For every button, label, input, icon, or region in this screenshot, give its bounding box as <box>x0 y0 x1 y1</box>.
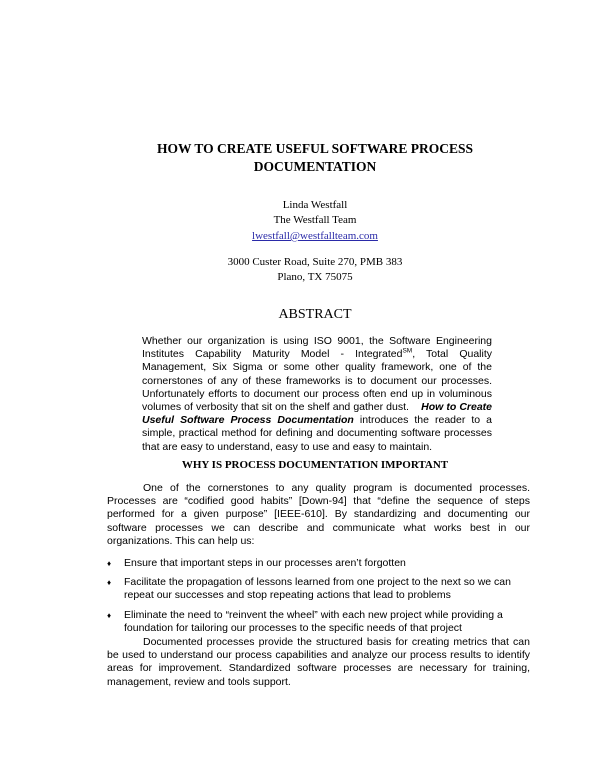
paper-title <box>100 140 530 176</box>
section-heading: WHY IS PROCESS DOCUMENTATION IMPORTANT <box>181 459 449 471</box>
section-paragraph-2: Documented processes provide the structured basis for creating metrics that can be used to understand our process capabilities and analyze our process results to identify areas for improvement. Standardized software processes are necessary for training, management, review and tools support. <box>107 636 530 688</box>
author-block <box>100 198 530 227</box>
address-line-2: Plano, TX 75075 <box>277 270 353 283</box>
paper-title-line-1: HOW TO CREATE USEFUL SOFTWARE PROCESS <box>157 141 473 156</box>
list-item-text: Facilitate the propagation of lessons learned from one project to the next so we can repeat our successes and stop repeating actions that lead to problems <box>124 576 511 602</box>
author-email-link[interactable]: lwestfall@westfallteam.com <box>252 230 378 242</box>
section-paragraph-1: One of the cornerstones to any quality program is documented processes. Processes are “codified good habits” [Down-94] that “define the sequence of steps performed for a given purpose” [IEEE-610]. By standardizing and documenting our software processes we can describe and communicate what works best in our organizations. This can help us: <box>107 482 530 547</box>
author-organization: The Westfall Team <box>273 213 357 226</box>
address-line-1: 3000 Custer Road, Suite 270, PMB 383 <box>227 256 403 268</box>
abstract-text-part-1: Whether our organization is using ISO 9001, the Software Engineering Institutes Capability Maturity Model - Integrated <box>142 335 492 361</box>
list-item <box>107 576 530 602</box>
diamond-bullet-icon: ♦ <box>107 578 112 588</box>
list-item <box>107 557 530 570</box>
diamond-bullet-icon: ♦ <box>107 610 112 620</box>
service-mark-superscript: SM <box>402 347 413 355</box>
list-item-text: Ensure that important steps in our processes aren’t forgotten <box>124 557 406 569</box>
address-block <box>100 255 530 284</box>
abstract-text-part-2: , Total Quality Management, Six Sigma or some other quality framework, one of the cornerstones of any of these frameworks is to document our processes. Unfortunately efforts to document our process often end up in voluminous volumes of verbosity that sit on the shelf and gather dust. <box>142 348 493 414</box>
paper-title-line-2: DOCUMENTATION <box>253 159 377 174</box>
bullet-list <box>107 557 530 641</box>
author-name: Linda Westfall <box>282 199 348 211</box>
abstract-text <box>142 335 492 454</box>
abstract-heading: ABSTRACT <box>278 307 352 322</box>
diamond-bullet-icon: ♦ <box>107 559 112 568</box>
abstract-text-part-3: introduces the reader to a simple, practical method for defining and documenting software processes that are easy to understand, easy to use and easy to maintain. <box>142 414 493 453</box>
abstract-emphasis: How to Create Useful Software Process Documentation <box>142 401 493 427</box>
list-item-text: Eliminate the need to “reinvent the wheel” with each new project while providing a foundation for tailoring our processes to the specific needs of that project <box>124 608 503 634</box>
list-item <box>107 609 530 635</box>
